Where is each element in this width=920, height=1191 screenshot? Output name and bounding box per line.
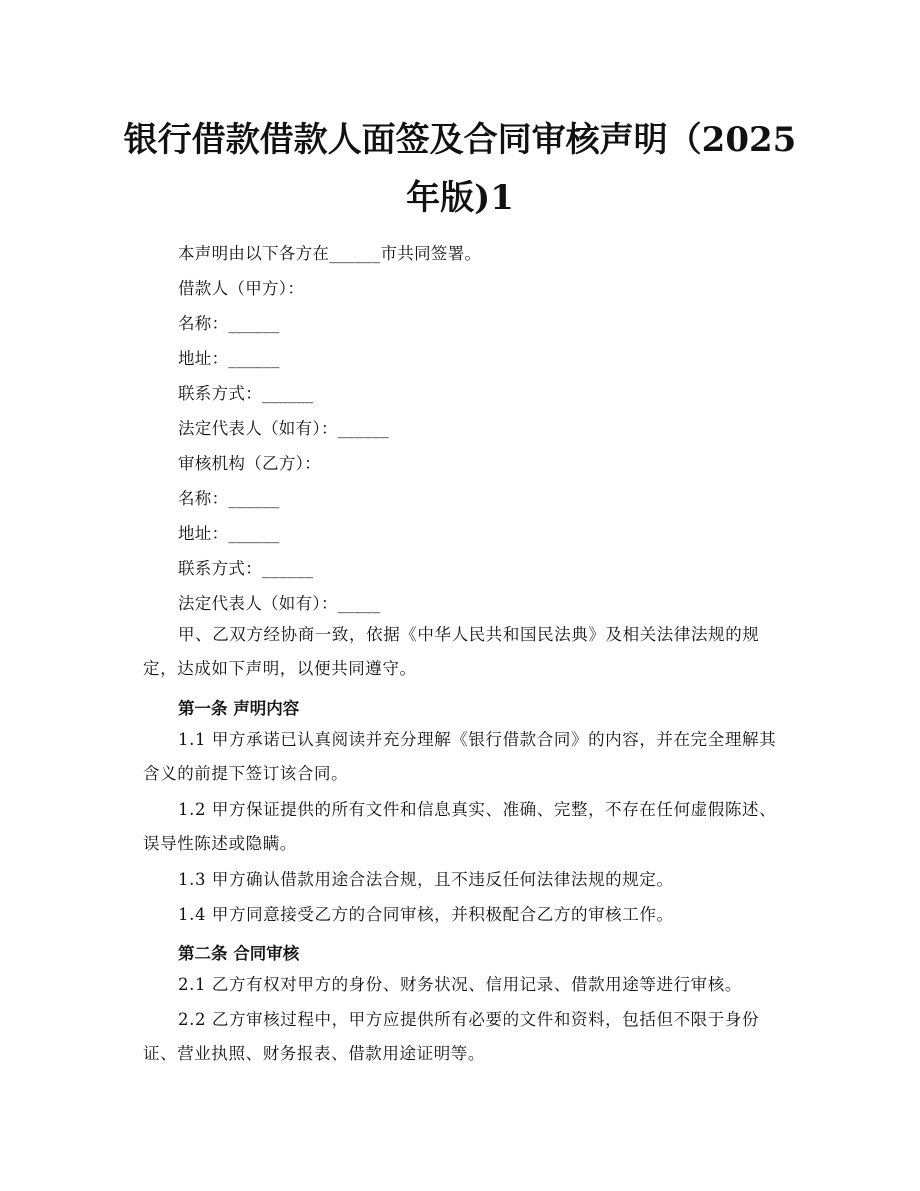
party-b-address: 地址：______: [178, 524, 280, 543]
party-a-name: 名称：______: [178, 314, 280, 333]
party-b-legal-rep: 法定代表人（如有）：_____: [178, 594, 381, 613]
party-a-contact: 联系方式：______: [178, 384, 314, 403]
preamble-paragraph: 甲、乙双方经协商一致，依据《中华人民共和国民法典》及相关法律法规的规定，达成如下声明，以便共同遵守。: [143, 625, 760, 678]
clause-1-2: 1.2 甲方保证提供的所有文件和信息真实、准确、完整，不存在任何虚假陈述、误导性陈述或隐瞒。: [143, 800, 777, 853]
document-title-line-2: 年版)1: [406, 178, 514, 218]
document-title-line-1: 银行借款借款人面签及合同审核声明（2025: [123, 120, 797, 160]
intro-line: 本声明由以下各方在______市共同签署。: [178, 244, 482, 263]
party-b-heading: 审核机构（乙方）：: [178, 454, 321, 473]
party-b-contact: 联系方式：______: [178, 559, 314, 578]
article-1-heading: 第一条 声明内容: [178, 699, 300, 718]
party-a-legal-rep: 法定代表人（如有）：______: [178, 419, 390, 438]
clause-1-4: 1.4 甲方同意接受乙方的合同审核，并积极配合乙方的审核工作。: [178, 905, 674, 924]
clause-1-3: 1.3 甲方确认借款用途合法合规，且不违反任何法律法规的规定。: [178, 870, 674, 889]
party-a-address: 地址：______: [178, 349, 280, 368]
clause-1-1: 1.1 甲方承诺已认真阅读并充分理解《银行借款合同》的内容，并在完全理解其含义的前提下签订该合同。: [143, 730, 777, 783]
clause-2-1: 2.1 乙方有权对甲方的身份、财务状况、信用记录、借款用途等进行审核。: [178, 975, 742, 994]
clause-2-2: 2.2 乙方审核过程中，甲方应提供所有必要的文件和资料，包括但不限于身份证、营业执照、财务报表、借款用途证明等。: [143, 1010, 760, 1063]
party-a-heading: 借款人（甲方）：: [178, 279, 305, 298]
article-2-heading: 第二条 合同审核: [178, 944, 300, 963]
party-b-name: 名称：______: [178, 489, 280, 508]
